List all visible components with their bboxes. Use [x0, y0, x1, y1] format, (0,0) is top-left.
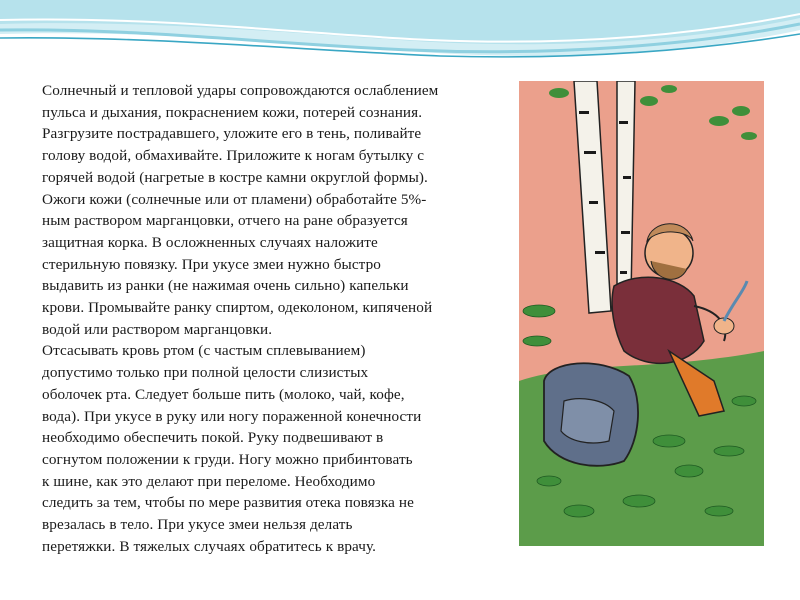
- illustration-man-bandaging-leg: [519, 81, 764, 546]
- body-text: [42, 80, 512, 557]
- paragraph-heat-stroke-burns: Солнечный и тепловой удары сопровождаются ослаблением пульса и дыхания, покраснением кожи, потерей сознания. Разгрузите пострадавшего, уложите его в тень, поливайте голову водой, обмахивайте. Приложите к ногам бутылку с горячей водой (нагретые в костре камни округлой формы). Ожоги кожи (солнечные или от пламени) обработайте 5%- ным раствором марганцовки, отчего на ране образуется защитная корка. В осложненных случаях наложите стерильную повязку. При укусе змеи нужно быстро выдавить из ранки (не нажимая очень сильно) капельки крови. Промывайте ранку спиртом, одеколоном, кипяченой водой или раствором марганцовки.: [42, 82, 439, 338]
- paragraph-snake-bite: Отсасывать кровь ртом (с частым сплевыванием) допустимо только при полной целости слизистых оболочек рта. Следует больше пить (молоко, чай, кофе, вода). При укусе в руку или ногу пораженной конечности необходимо обеспечить покой. Руку подвешивают в согнутом положении к груди. Ногу можно прибинтовать к шине, как это делают при переломе. Необходимо следить за тем, чтобы по мере развития отека повязка не врезалась в тело. При укусе змеи нельзя делать перетяжки. В тяжелых случаях обратитесь к врачу.: [42, 342, 422, 555]
- decorative-wave-header: [0, 0, 800, 80]
